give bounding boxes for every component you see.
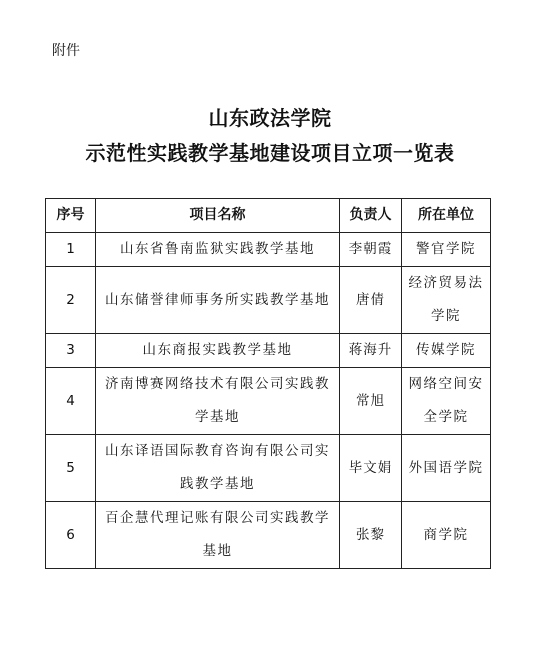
row-project-name: 百企慧代理记账有限公司实践教学基地 [96, 502, 340, 569]
row-lead-person: 蒋海升 [340, 334, 402, 368]
row-project-name: 山东商报实践教学基地 [96, 334, 340, 368]
header-serial-number: 序号 [46, 199, 96, 233]
table-row [46, 334, 491, 368]
project-list-table [45, 198, 491, 569]
row-serial-number: 5 [46, 435, 96, 502]
row-lead-person: 常旭 [340, 368, 402, 435]
table-header-row [46, 199, 491, 233]
row-lead-person: 李朝霞 [340, 233, 402, 267]
row-lead-person: 唐倩 [340, 267, 402, 334]
row-project-name: 济南博赛网络技术有限公司实践教学基地 [96, 368, 340, 435]
row-serial-number: 6 [46, 502, 96, 569]
row-lead-person: 毕文娟 [340, 435, 402, 502]
table-row [46, 435, 491, 502]
row-unit: 外国语学院 [402, 435, 491, 502]
row-project-name: 山东译语国际教育咨询有限公司实践教学基地 [96, 435, 340, 502]
row-project-name: 山东储誉律师事务所实践教学基地 [96, 267, 340, 334]
table-row [46, 267, 491, 334]
row-unit: 经济贸易法学院 [402, 267, 491, 334]
attachment-label: 附件 [52, 43, 80, 59]
row-unit: 商学院 [402, 502, 491, 569]
document-title-line2: 示范性实践教学基地建设项目立项一览表 [85, 141, 455, 165]
table-row [46, 502, 491, 569]
row-serial-number: 1 [46, 233, 96, 267]
header-lead-person: 负责人 [340, 199, 402, 233]
header-unit: 所在单位 [402, 199, 491, 233]
table-row [46, 233, 491, 267]
row-unit: 警官学院 [402, 233, 491, 267]
row-unit: 网络空间安全学院 [402, 368, 491, 435]
row-serial-number: 4 [46, 368, 96, 435]
header-project-name: 项目名称 [96, 199, 340, 233]
row-unit: 传媒学院 [402, 334, 491, 368]
row-serial-number: 3 [46, 334, 96, 368]
document-title-line1: 山东政法学院 [208, 106, 332, 130]
row-lead-person: 张黎 [340, 502, 402, 569]
row-project-name: 山东省鲁南监狱实践教学基地 [96, 233, 340, 267]
row-serial-number: 2 [46, 267, 96, 334]
table-row [46, 368, 491, 435]
